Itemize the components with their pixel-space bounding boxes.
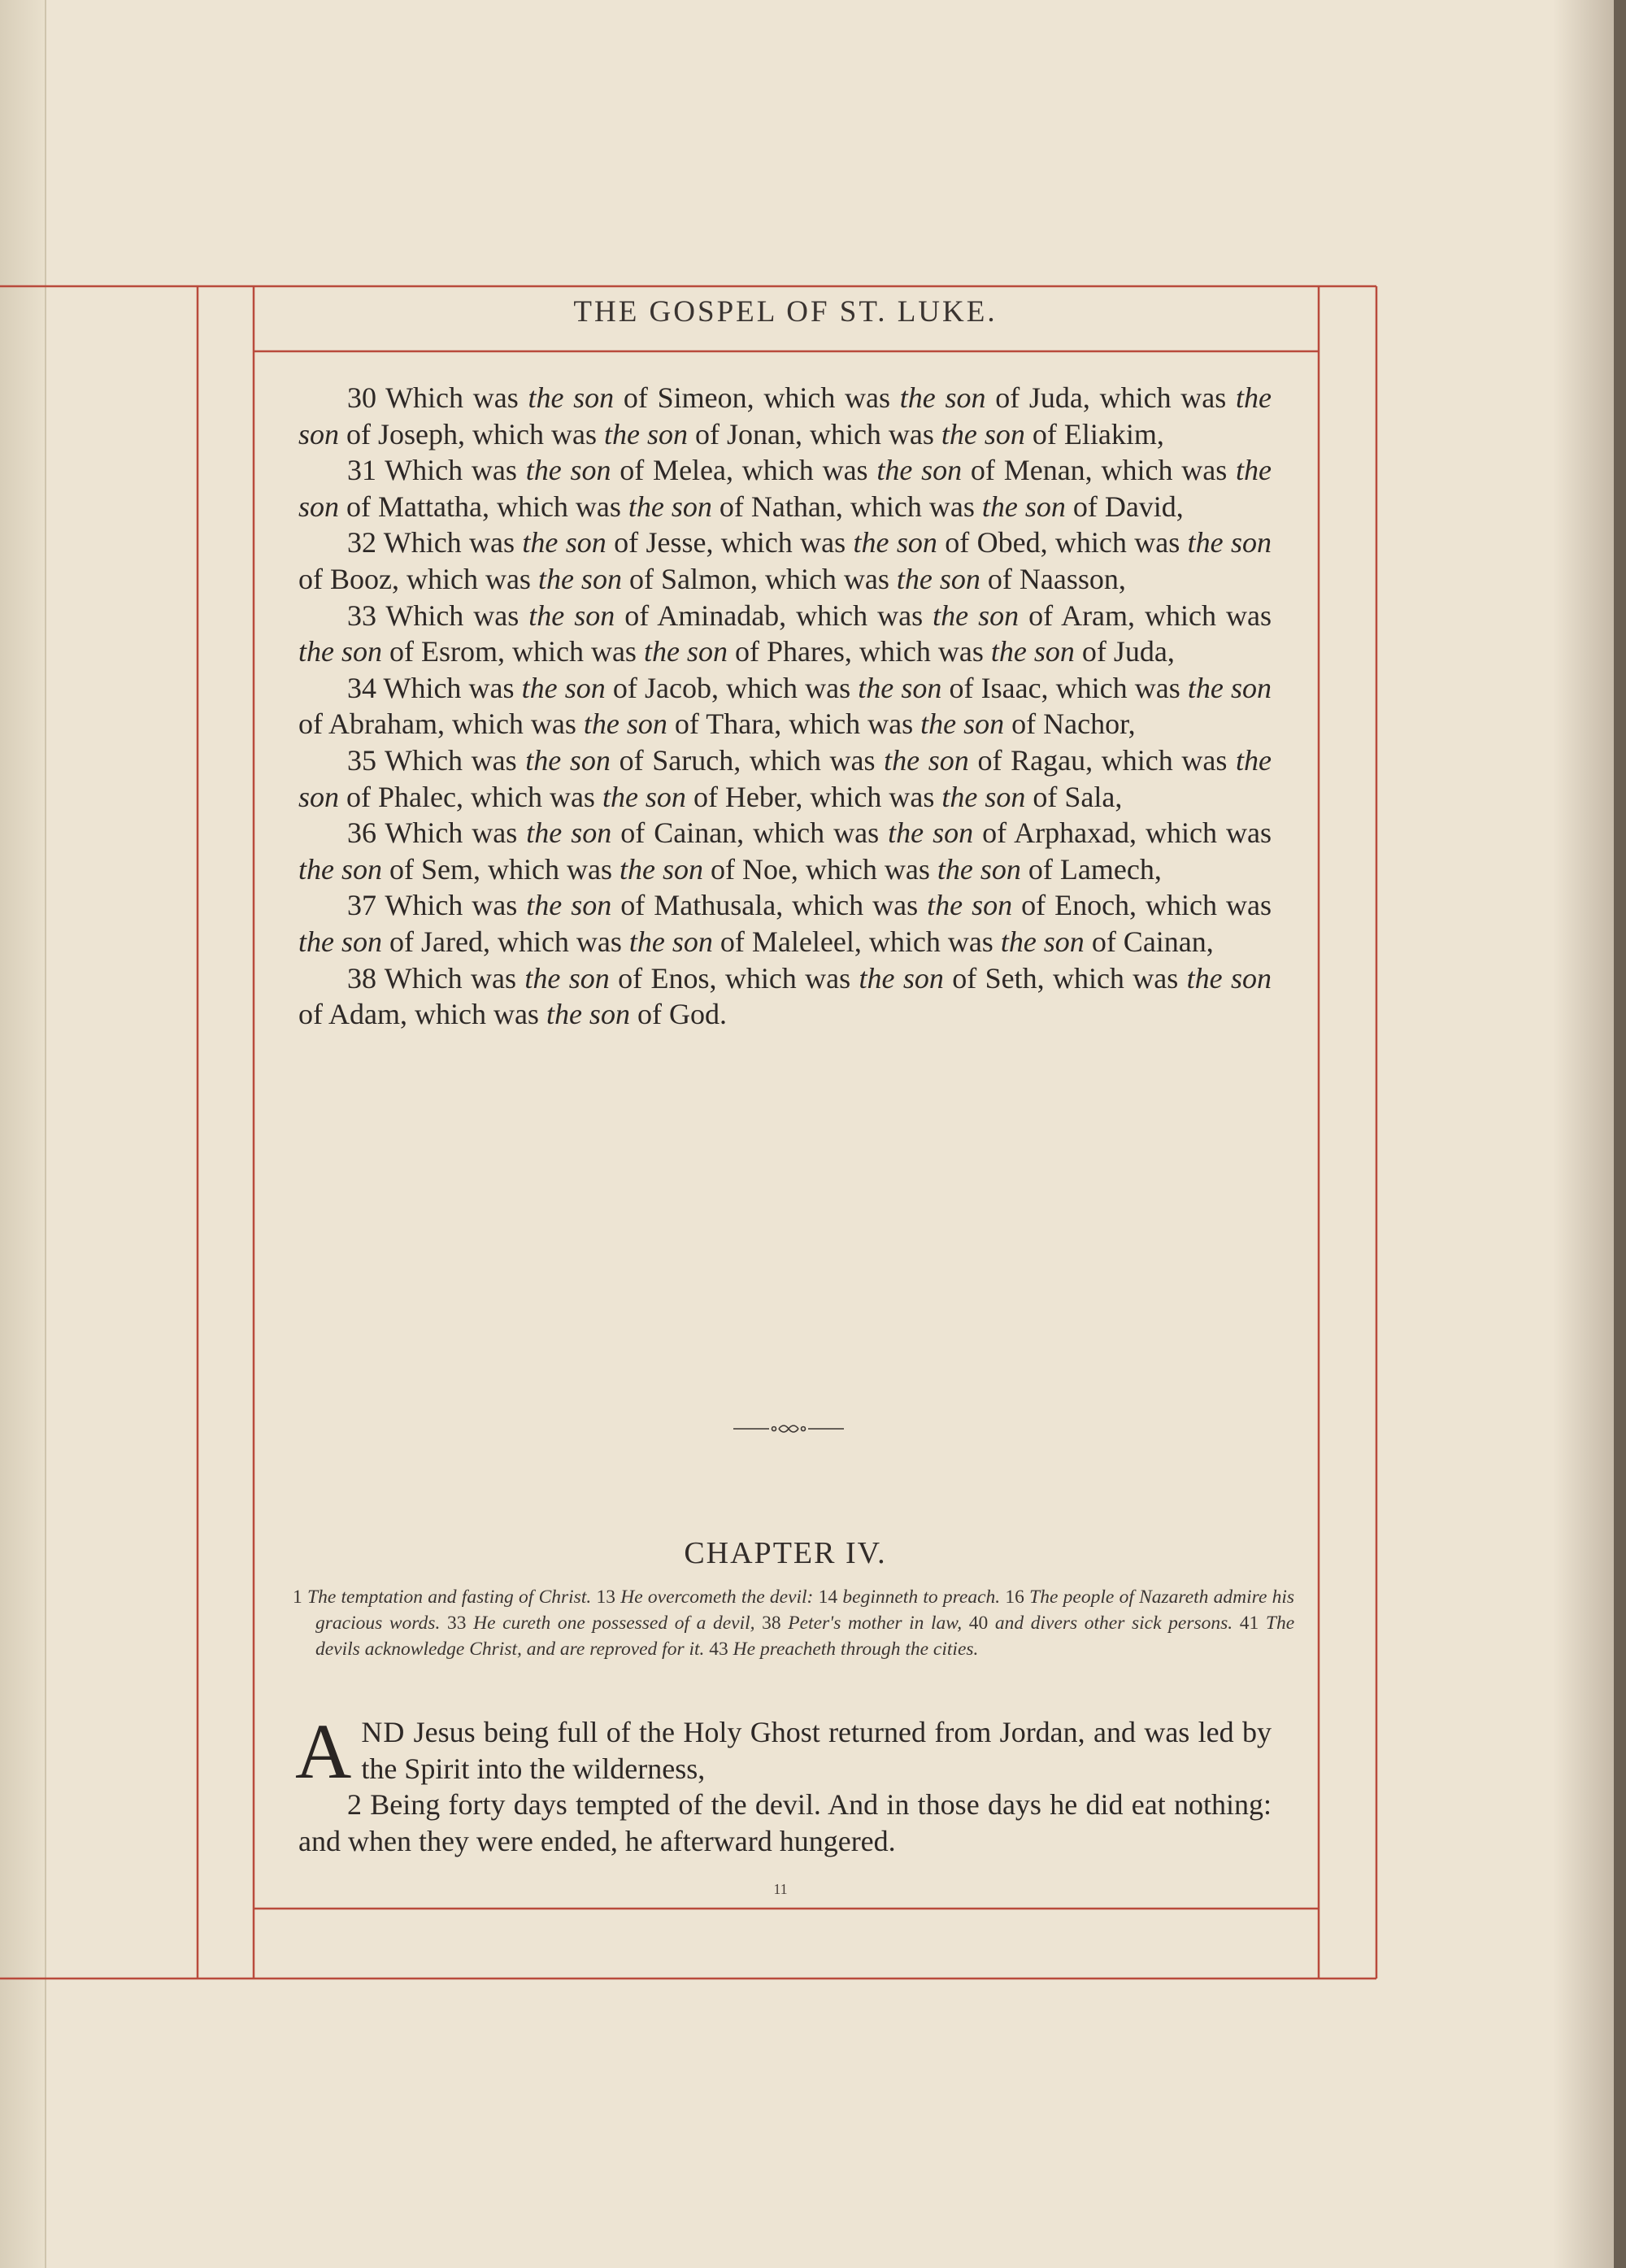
verse-text: of Lamech, [1020,852,1162,886]
verse-text: of Mathusala, which was [611,889,928,922]
verse-number: 33 [347,599,376,632]
verse-text: of Jared, which was [382,925,629,958]
verse-text: of Obed, which was [937,526,1188,559]
verse-text: of Thara, which was [667,707,921,741]
verse-number: 34 [347,671,376,704]
verse-text: of Juda, [1074,635,1175,668]
italic-phrase: the son [525,743,611,777]
verse-text: of Maleleel, which was [712,925,1001,958]
verse-text: of Jacob, which was [605,671,859,704]
italic-phrase: the son [526,889,612,922]
verse-text: of Sem, which was [382,852,620,886]
summary-verse-ref: 38 [762,1613,781,1634]
italic-phrase: the son [941,780,1026,813]
italic-phrase: the son [546,998,630,1031]
italic-phrase: the son [884,743,969,777]
verse-text: of Aram, which was [1019,599,1272,632]
verse-text: of Phalec, which was [339,780,602,813]
italic-phrase: the son [1187,526,1272,559]
verse-number: 31 [347,454,376,487]
verse-33 [298,598,1272,670]
verse-text: of Arphaxad, which was [973,816,1272,850]
verse-number: 38 [347,961,376,995]
chapter-heading: CHAPTER IV. [684,1536,887,1570]
verse-text: of Naasson, [980,562,1126,595]
verse-text: of Aminadab, which was [615,599,933,632]
italic-phrase: the son [1187,671,1272,704]
verse-text: of Jonan, which was [687,417,941,451]
verse-text: of Ragau, which was [968,743,1237,777]
verse-text: of Eliakim, [1024,417,1164,451]
verse-text: of Heber, which was [685,780,942,813]
chapter-text [295,1708,1272,1859]
summary-verse-ref: 1 [293,1587,302,1608]
italic-phrase: the son [524,961,610,995]
verse-text: of Melea, which was [611,454,877,487]
italic-phrase: the son [298,454,1272,523]
verse-text: of Esrom, which was [382,635,644,668]
italic-phrase: the son [888,816,974,850]
verse-30 [298,380,1272,452]
italic-phrase: the son [1000,925,1085,958]
verse-text: of Noe, which was [702,852,937,886]
summary-text: He preacheth through the cities. [733,1639,979,1660]
verse-text: of Enos, which was [609,961,859,995]
running-head: THE GOSPEL OF ST. LUKE. [573,295,998,329]
italic-phrase: the son [521,671,606,704]
verse-text: Which was [385,816,527,850]
summary-text: The people of Nazareth admire his gracious words. [315,1587,1295,1634]
italic-phrase: the son [628,925,713,958]
verse-text: of Enoch, which was [1012,889,1272,922]
chapter-summary [293,1584,1294,1662]
italic-phrase: the son [1186,961,1272,995]
italic-phrase: the son [298,381,1272,451]
italic-phrase: the son [927,889,1013,922]
verse-36 [298,815,1272,887]
verse-text: of Menan, which was [962,454,1237,487]
summary-verse-ref: 43 [709,1639,728,1660]
italic-phrase: the son [528,599,615,632]
verse-text: of Joseph, which was [339,417,604,451]
italic-phrase: the son [920,707,1005,741]
verse-text: Which was [385,454,526,487]
verse-2-text: Being forty days tempted of the devil. And in those days he did eat nothing: and when they were ended, he afterward hungered. [298,1788,1272,1857]
verse-text: of God. [629,998,727,1031]
opening-smallcaps: ND [361,1716,406,1748]
verse-number: 32 [347,526,376,559]
verse-text: of Nachor, [1004,707,1136,741]
summary-verse-ref: 13 [596,1587,615,1608]
verse-text: of Cainan, which was [611,816,889,850]
summary-text: The devils acknowledge Christ, and are reproved for it. [315,1613,1295,1660]
verse-text: of Abraham, which was [298,707,584,741]
verse-text: of Adam, which was [298,998,546,1031]
italic-phrase: the son [602,780,686,813]
italic-phrase: the son [298,635,382,668]
italic-phrase: the son [583,707,667,741]
italic-phrase: the son [525,454,611,487]
verse-text: of Nathan, which was [711,490,982,523]
italic-phrase: the son [899,381,986,414]
verse-35 [298,742,1272,815]
italic-phrase: the son [298,743,1272,813]
verse-32 [298,525,1272,597]
verse-1-text: Jesus being full of the Holy Ghost returned from Jordan, and was led by the Spirit into the wilderness, [361,1716,1272,1785]
section-divider-ornament [732,1419,846,1439]
italic-phrase: the son [896,562,980,595]
verse-text: of Salmon, which was [621,562,897,595]
summary-text: The temptation and fasting of Christ. [307,1587,592,1608]
verse-31 [298,452,1272,525]
summary-text: beginneth to preach. [842,1587,1001,1608]
summary-verse-ref: 41 [1239,1613,1259,1634]
chapter-verse-2 [298,1787,1272,1859]
verse-text: Which was [383,526,523,559]
verse-text: of Seth, which was [943,961,1187,995]
verse-block [298,380,1272,1033]
verse-number: 30 [347,381,376,414]
verse-text: of David, [1065,490,1184,523]
italic-phrase: the son [522,526,606,559]
italic-phrase: the son [628,490,712,523]
chapter-verse-1 [295,1708,1272,1795]
verse-text: of Isaac, which was [941,671,1188,704]
verse-text: of Sala, [1025,780,1123,813]
verse-text: of Booz, which was [298,562,538,595]
verse-text: of Phares, which was [727,635,991,668]
italic-phrase: the son [876,454,963,487]
verse-text: Which was [385,889,527,922]
italic-phrase: the son [990,635,1075,668]
page-number: 11 [773,1881,788,1897]
italic-phrase: the son [853,526,937,559]
verse-text: of Mattatha, which was [339,490,628,523]
verse-number: 2 [347,1788,362,1822]
verse-37 [298,887,1272,960]
summary-text: Peter's mother in law, [788,1613,963,1634]
verse-38 [298,960,1272,1033]
italic-phrase: the son [619,852,703,886]
italic-phrase: the son [933,599,1020,632]
verse-text: Which was [385,381,528,414]
verse-text: Which was [385,743,526,777]
verse-number: 36 [347,816,376,850]
verse-text: of Juda, which was [985,381,1237,414]
italic-phrase: the son [937,852,1021,886]
italic-phrase: the son [298,852,382,886]
italic-phrase: the son [643,635,728,668]
summary-text: He overcometh the devil: [620,1587,814,1608]
verse-number: 37 [347,889,376,922]
summary-verse-ref: 40 [968,1613,989,1634]
verse-text: of Simeon, which was [614,381,900,414]
italic-phrase: the son [859,961,944,995]
summary-text: and divers other sick persons. [994,1613,1233,1634]
italic-phrase: the son [298,925,382,958]
summary-verse-ref: 16 [1005,1587,1024,1608]
drop-cap: A [295,1708,352,1795]
summary-verse-ref: 33 [446,1613,467,1634]
verse-text: Which was [385,599,529,632]
verse-34 [298,670,1272,742]
italic-phrase: the son [858,671,942,704]
verse-text: Which was [384,961,525,995]
italic-phrase: the son [981,490,1066,523]
italic-phrase: the son [526,816,612,850]
verse-text: Which was [383,671,522,704]
italic-phrase: the son [528,381,615,414]
summary-verse-ref: 14 [818,1587,838,1608]
verse-text: of Cainan, [1084,925,1214,958]
verse-text: of Saruch, which was [610,743,885,777]
italic-phrase: the son [537,562,622,595]
italic-phrase: the son [603,417,688,451]
summary-text: He cureth one possessed of a devil, [473,1613,755,1634]
italic-phrase: the son [941,417,1025,451]
verse-text: of Jesse, which was [606,526,854,559]
verse-number: 35 [347,743,376,777]
